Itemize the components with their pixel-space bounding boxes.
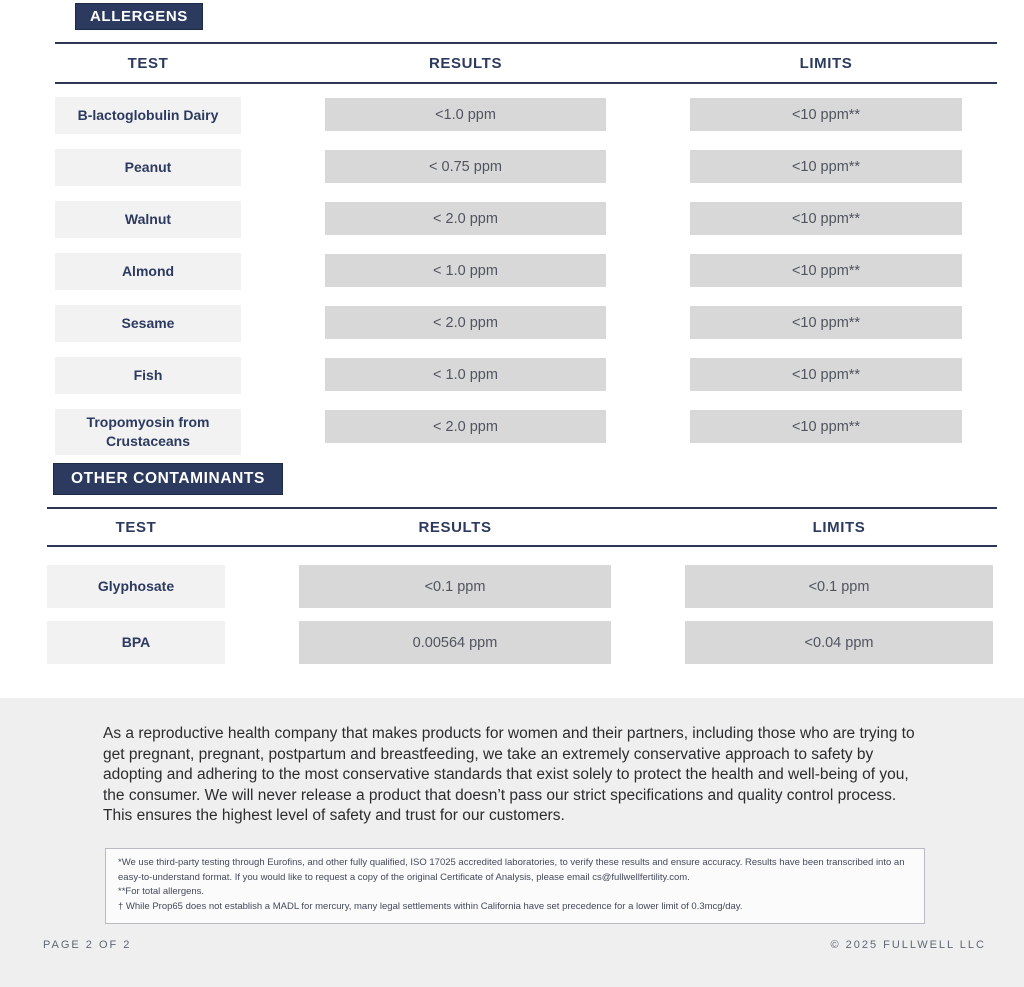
limit-value-cell: <10 ppm** [690, 150, 962, 183]
test-name-cell: Almond [55, 253, 241, 290]
limit-value-cell: <10 ppm** [690, 254, 962, 287]
test-name-cell: Walnut [55, 201, 241, 238]
table-row [47, 621, 997, 664]
test-name-cell: Tropomyosin from Crustaceans [55, 409, 241, 455]
test-name-cell: BPA [47, 621, 225, 664]
test-name-cell: Glyphosate [47, 565, 225, 608]
allergens-table-header [55, 44, 997, 82]
column-header-results: RESULTS [428, 54, 503, 72]
result-value-cell: < 2.0 ppm [325, 202, 606, 235]
footnotes-box [105, 848, 925, 924]
page-number: PAGE 2 OF 2 [43, 939, 132, 951]
limit-value-cell: <10 ppm** [690, 358, 962, 391]
contaminants-table-rows [47, 547, 997, 664]
test-name-cell: Sesame [55, 305, 241, 342]
column-header-limits: LIMITS [812, 518, 866, 536]
table-row [55, 357, 997, 394]
limit-value-cell: <0.04 ppm [685, 621, 993, 664]
table-row [47, 565, 997, 608]
footnote: *We use third-party testing through Eurofins, and other fully qualified, ISO 17025 accredited laboratories, to verify these results and ensure accuracy. Results have been transcribed into an easy-to-understand format. If you would like to request a copy of the original Certificate of Analysis, please email cs@fullwellfertility.com. [118, 857, 905, 883]
column-header-test: TEST [127, 54, 169, 72]
table-row [55, 305, 997, 342]
limit-value-cell: <0.1 ppm [685, 565, 993, 608]
copyright: © 2025 FULLWELL LLC [830, 939, 986, 951]
test-name-cell: Fish [55, 357, 241, 394]
result-value-cell: < 0.75 ppm [325, 150, 606, 183]
contaminants-table-header [47, 509, 997, 545]
other-contaminants-section-title: OTHER CONTAMINANTS [53, 463, 283, 495]
limit-value-cell: <10 ppm** [690, 410, 962, 443]
table-row [55, 201, 997, 238]
column-header-limits: LIMITS [799, 54, 853, 72]
footnote: † While Prop65 does not establish a MADL for mercury, many legal settlements within California have set precedence for a lower limit of 0.3mcg/day. [118, 901, 743, 913]
result-value-cell: < 1.0 ppm [325, 254, 606, 287]
result-value-cell: < 1.0 ppm [325, 358, 606, 391]
result-value-cell: <1.0 ppm [325, 98, 606, 131]
result-value-cell: < 2.0 ppm [325, 306, 606, 339]
column-header-results: RESULTS [418, 518, 492, 536]
result-value-cell: <0.1 ppm [299, 565, 611, 608]
test-name-cell: B-lactoglobulin Dairy [55, 97, 241, 134]
allergens-section-title: ALLERGENS [75, 3, 203, 30]
page-footer [43, 939, 986, 951]
footnote: **For total allergens. [118, 886, 205, 898]
other-contaminants-table [47, 507, 997, 677]
table-row [55, 409, 997, 455]
table-row [55, 253, 997, 290]
column-header-test: TEST [115, 518, 157, 536]
table-row [55, 149, 997, 186]
limit-value-cell: <10 ppm** [690, 202, 962, 235]
allergens-table-rows [55, 84, 997, 455]
result-value-cell: 0.00564 ppm [299, 621, 611, 664]
limit-value-cell: <10 ppm** [690, 306, 962, 339]
limit-value-cell: <10 ppm** [690, 98, 962, 131]
result-value-cell: < 2.0 ppm [325, 410, 606, 443]
safety-statement: As a reproductive health company that makes products for women and their partners, including those who are trying to get pregnant, pregnant, postpartum and breastfeeding, we take an extremely conservative approach to safety by adopting and adhering to the most conservative standards that exist solely to protect the health and well-being of you, the consumer. We will never release a product that doesn’t pass our strict specifications and quality control process. This ensures the highest level of safety and trust for our customers. [103, 725, 915, 824]
table-row [55, 97, 997, 134]
bottom-section [0, 698, 1024, 987]
test-name-cell: Peanut [55, 149, 241, 186]
allergens-table [55, 42, 997, 470]
